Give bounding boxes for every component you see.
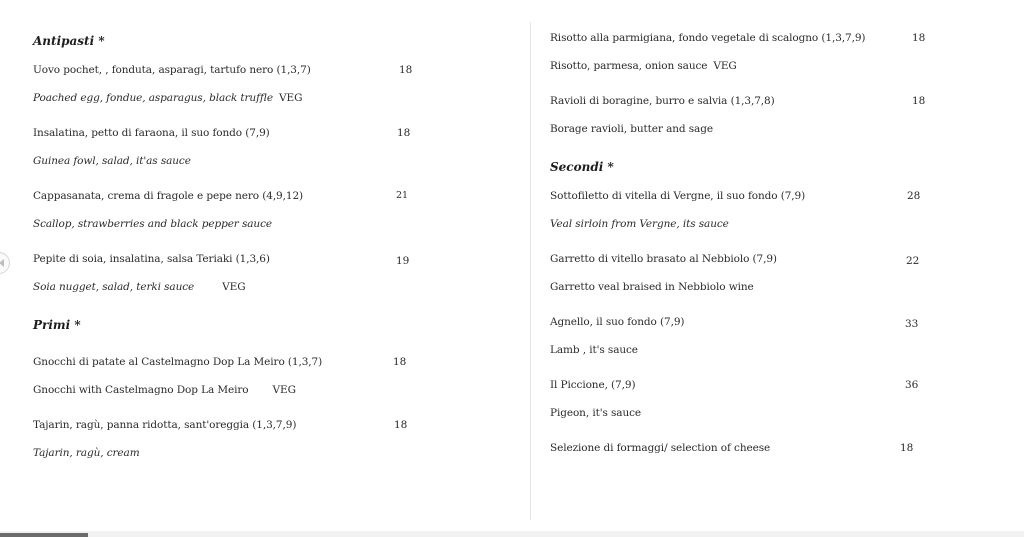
- horizontal-scrollbar[interactable]: [0, 531, 1024, 537]
- menu-item-translation: Tajarin, ragù, cream: [33, 447, 140, 459]
- menu-item-translation: Borage ravioli, butter and sage: [550, 123, 713, 135]
- column-divider: [530, 22, 531, 520]
- veg-tag: VEG: [222, 281, 246, 293]
- menu-item-translation: Gnocchi with Castelmagno Dop La Meiro VEG: [33, 384, 296, 396]
- menu-item-price: 18: [399, 64, 413, 76]
- menu-item-name: Cappasanata, crema di fragole e pepe nero (4,9,12): [33, 190, 304, 202]
- menu-item-price: 36: [905, 379, 919, 391]
- menu-item-price: 18: [393, 356, 407, 368]
- antipasti-heading: Antipasti *: [33, 34, 105, 48]
- menu-item-translation: Veal sirloin from Vergne, its sauce: [550, 218, 729, 230]
- veg-tag: VEG: [279, 92, 303, 104]
- menu-item-price: 21: [396, 190, 409, 201]
- menu-item-translation: Scallop, strawberries and black pepper sauce: [33, 218, 272, 230]
- menu-item-translation: Guinea fowl, salad, it'as sauce: [33, 155, 191, 167]
- menu-item-price: 18: [912, 95, 926, 107]
- secondi-heading: Secondi *: [550, 160, 614, 174]
- menu-item-name: Selezione di formaggi/ selection of cheese: [550, 442, 771, 454]
- menu-item-translation: Soia nugget, salad, terki sauce VEG: [33, 281, 246, 293]
- menu-item-name: Insalatina, petto di faraona, il suo fondo (7,9): [33, 127, 270, 139]
- scrollbar-thumb[interactable]: [0, 533, 88, 537]
- primi-heading: Primi *: [33, 318, 81, 332]
- menu-item-name: Uovo pochet, , fonduta, asparagi, tartufo nero (1,3,7): [33, 64, 311, 76]
- menu-item-name: Agnello, il suo fondo (7,9): [550, 316, 685, 328]
- menu-item-price: 28: [907, 190, 921, 202]
- veg-tag: VEG: [272, 384, 296, 396]
- menu-item-name: Il Piccione, (7,9): [550, 379, 636, 391]
- menu-item-translation: Poached egg, fondue, asparagus, black truffle VEG: [33, 92, 303, 104]
- menu-item-translation: Risotto, parmesa, onion sauce VEG: [550, 60, 737, 72]
- menu-item-name: Tajarin, ragù, panna ridotta, sant'oreggia (1,3,7,9): [33, 419, 297, 431]
- menu-item-name: Garretto di vitello brasato al Nebbiolo (7,9): [550, 253, 777, 265]
- menu-item-translation: Lamb , it's sauce: [550, 344, 638, 356]
- menu-item-name: Pepite di soia, insalatina, salsa Teriaki (1,3,6): [33, 253, 270, 265]
- previous-page-arrow-icon[interactable]: [0, 252, 10, 274]
- menu-item-price: 18: [900, 442, 914, 454]
- veg-tag: VEG: [713, 60, 737, 72]
- menu-item-translation: Pigeon, it's sauce: [550, 407, 642, 419]
- menu-item-name: Sottofiletto di vitella di Vergne, il suo fondo (7,9): [550, 190, 806, 202]
- menu-item-name: Risotto alla parmigiana, fondo vegetale di scalogno (1,3,7,9): [550, 32, 866, 44]
- menu-item-price: 18: [397, 127, 411, 139]
- menu-item-name: Gnocchi di patate al Castelmagno Dop La Meiro (1,3,7): [33, 356, 323, 368]
- menu-item-price: 22: [906, 255, 920, 267]
- menu-item-price: 18: [912, 32, 926, 44]
- menu-item-price: 19: [396, 255, 410, 267]
- menu-item-price: 18: [394, 419, 408, 431]
- menu-item-translation: Garretto veal braised in Nebbiolo wine: [550, 281, 754, 293]
- menu-item-name: Ravioli di boragine, burro e salvia (1,3,7,8): [550, 95, 775, 107]
- menu-item-price: 33: [905, 318, 919, 330]
